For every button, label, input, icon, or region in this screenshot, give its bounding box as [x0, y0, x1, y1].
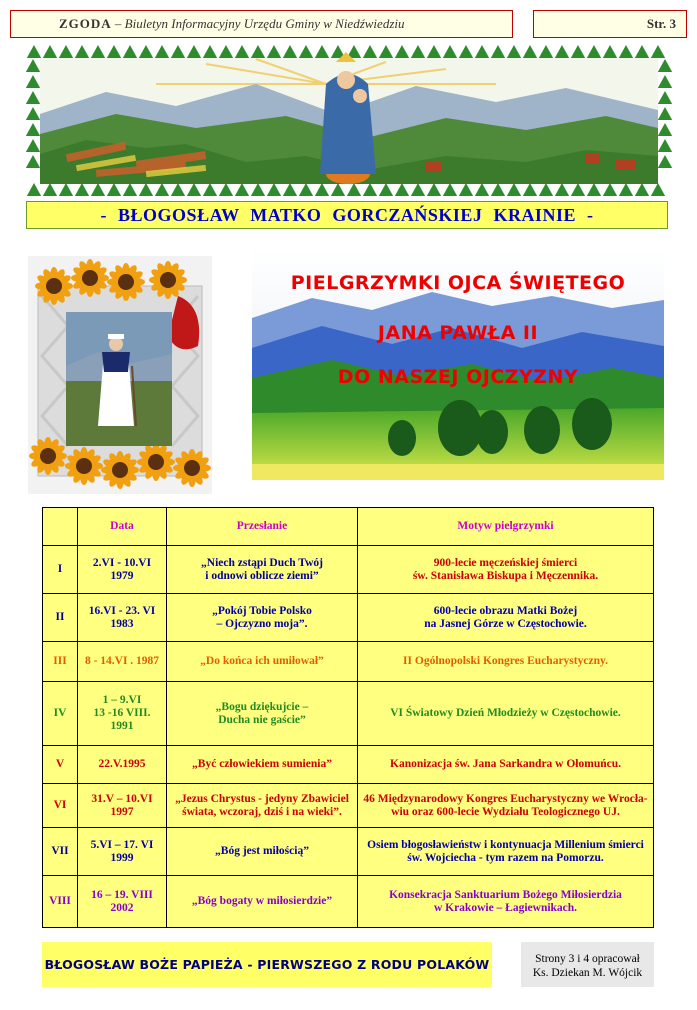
cell-message-line: „Bogu dziękujcie – — [215, 700, 309, 713]
cell-date — [78, 642, 167, 682]
cell-message-line: „Do końca ich umiłował” — [200, 655, 324, 667]
cell-date-line: 1991 — [110, 720, 134, 732]
cell-number: IV — [43, 682, 78, 746]
cell-message-line: „Niech zstąpi Duch Twój — [201, 556, 323, 569]
cell-number: VI — [43, 784, 78, 828]
credit-line-1: Strony 3 i 4 opracował — [535, 953, 640, 965]
cell-motive — [358, 546, 654, 594]
cell-message — [167, 594, 358, 642]
cell-message-line: i odnowi oblicze ziemi” — [205, 569, 319, 582]
cell-number: VII — [43, 828, 78, 876]
header-motive: Motyw pielgrzymki — [358, 508, 654, 546]
cell-number: VIII — [43, 876, 78, 928]
picture-title-line-2: JANA PAWŁA II — [377, 322, 539, 344]
cell-motive-line: Osiem błogosławieństw i kontynuacja Millenium śmierci — [367, 838, 644, 851]
cell-date — [78, 784, 167, 828]
cell-number: II — [43, 594, 78, 642]
cell-message — [167, 642, 358, 682]
table-row — [43, 876, 654, 928]
cell-motive — [358, 746, 654, 784]
picture-title-line-1: PIELGRZYMKI OJCA ŚWIĘTEGO — [290, 272, 626, 294]
cell-message — [167, 828, 358, 876]
cell-message — [167, 876, 358, 928]
table-row — [43, 784, 654, 828]
footer-credit — [521, 942, 654, 987]
cell-motive — [358, 876, 654, 928]
table-row — [43, 594, 654, 642]
cell-motive-line: na Jasnej Górze w Częstochowie. — [424, 617, 587, 630]
footer-blessing: BŁOGOSŁAW BOŻE PAPIEŻA - PIERWSZEGO Z RODU POLAKÓW — [42, 942, 492, 987]
cell-motive-line: św. Wojciecha - tym razem na Pomorzu. — [407, 851, 604, 864]
cell-message — [167, 746, 358, 784]
picture-title-line-3: DO NASZEJ OJCZYZNY — [337, 366, 579, 388]
cell-motive-line: 46 Międzynarodowy Kongres Eucharystyczny we Wrocła- — [363, 792, 648, 805]
cell-message-line: „Jezus Chrystus - jedyny Zbawiciel — [175, 792, 349, 805]
cell-number: III — [43, 642, 78, 682]
cell-motive-line: II Ogólnopolski Kongres Eucharystyczny. — [403, 655, 608, 667]
cell-date-line: 1997 — [110, 805, 134, 818]
cell-date-line: 5.VI – 17. VI — [90, 838, 154, 851]
header-publication — [10, 10, 513, 38]
table-row — [43, 642, 654, 682]
cell-motive-line: św. Stanisława Biskupa i Męczennika. — [412, 569, 599, 582]
cell-message-line: „Być człowiekiem sumienia” — [192, 758, 332, 770]
mountain-banner-illustration — [26, 44, 672, 198]
page-title: - BŁOGOSŁAW MATKO GORCZAŃSKIEJ KRAINIE - — [26, 201, 668, 229]
cell-motive-line: Kanonizacja św. Jana Sarkandra w Ołomuńcu. — [390, 758, 621, 770]
header-date: Data — [78, 508, 167, 546]
cell-motive — [358, 594, 654, 642]
cell-date-line: 1999 — [110, 851, 134, 864]
cell-message-line: Ducha nie gaście” — [218, 713, 306, 726]
cell-date — [78, 682, 167, 746]
cell-date-line: 1983 — [110, 617, 134, 630]
cell-date — [78, 746, 167, 784]
cell-date — [78, 828, 167, 876]
cell-date-line: 1979 — [110, 569, 134, 582]
credit-line-2: Ks. Dziekan M. Wójcik — [532, 967, 643, 979]
table-row — [43, 828, 654, 876]
cell-message — [167, 682, 358, 746]
cell-motive — [358, 828, 654, 876]
cell-motive-line: 600-lecie obrazu Matki Bożej — [433, 604, 578, 617]
cell-message — [167, 784, 358, 828]
cell-message — [167, 546, 358, 594]
cell-date-line: 16.VI - 23. VI — [88, 604, 156, 617]
table-row — [43, 682, 654, 746]
cell-date — [78, 876, 167, 928]
cell-motive-line: Konsekracja Sanktuarium Bożego Miłosierdzia — [389, 888, 622, 901]
cell-date-line: 8 - 14.VI . 1987 — [84, 655, 160, 667]
table-row — [43, 746, 654, 784]
pilgrimage-title-picture — [252, 248, 664, 480]
cell-message-line: świata, wczoraj, dziś i na wieki”. — [182, 805, 342, 818]
cell-date — [78, 594, 167, 642]
publication-subtitle: Biuletyn Informacyjny Urzędu Gminy w Niedźwiedziu — [124, 16, 405, 31]
cell-date-line: 2002 — [110, 901, 134, 914]
cell-motive-line: 900-lecie męczeńskiej śmierci — [433, 556, 578, 569]
table-row — [43, 546, 654, 594]
cell-motive — [358, 784, 654, 828]
header-dash: – — [114, 16, 122, 31]
cell-motive — [358, 682, 654, 746]
cell-message-line: „Bóg jest miłością” — [215, 845, 309, 857]
cell-number: V — [43, 746, 78, 784]
pope-photo-sunflower-frame — [28, 256, 212, 494]
cell-motive-line: wiu oraz 600-lecie Wydziału Teologicznego UJ. — [391, 805, 620, 818]
publication-name: ZGODA — [59, 16, 112, 31]
cell-number: I — [43, 546, 78, 594]
header-number — [43, 508, 78, 546]
pilgrimages-table — [42, 507, 654, 928]
cell-date-line: 2.VI - 10.VI — [92, 556, 152, 569]
cell-message-line: – Ojczyzno moja”. — [216, 617, 308, 630]
cell-motive-line: VI Światowy Dzień Młodzieży w Częstochowie. — [390, 707, 621, 719]
header-message: Przesłanie — [167, 508, 358, 546]
cell-message-line: „Bóg bogaty w miłosierdzie” — [191, 895, 333, 907]
cell-date-line: 31.V – 10.VI — [91, 792, 153, 805]
cell-date-line: 22.V.1995 — [98, 758, 146, 770]
cell-motive — [358, 642, 654, 682]
table-header-row — [43, 508, 654, 546]
cell-date-line: 16 – 19. VIII — [91, 888, 153, 901]
cell-date-line: 1 – 9.VI — [102, 694, 142, 706]
cell-motive-line: w Krakowie – Łagiewnikach. — [433, 901, 578, 914]
cell-message-line: „Pokój Tobie Polsko — [212, 604, 312, 617]
cell-date — [78, 546, 167, 594]
cell-date-line: 13 -16 VIII. — [93, 707, 151, 719]
page-number: Str. 3 — [533, 10, 687, 38]
